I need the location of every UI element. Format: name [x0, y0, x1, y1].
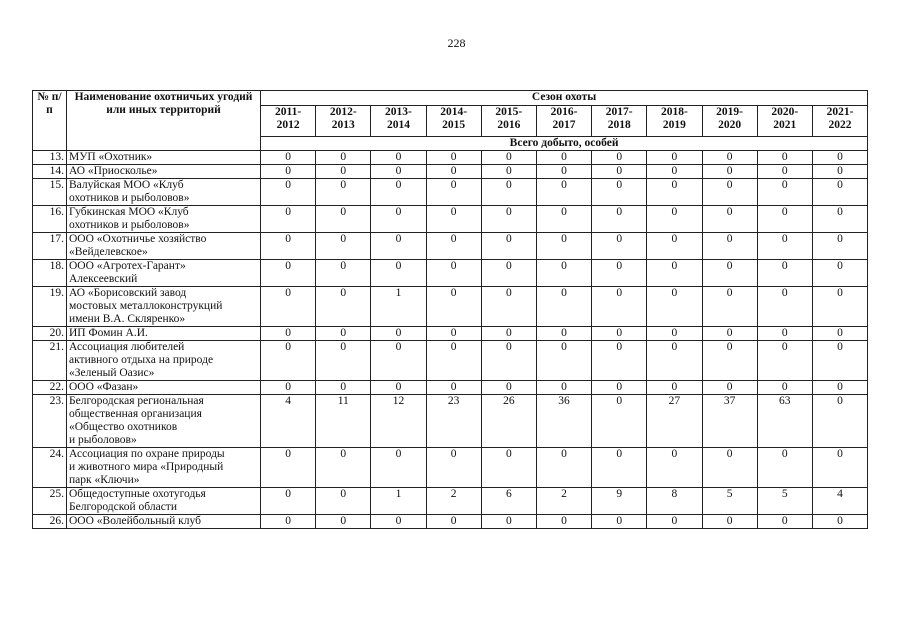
row-number: 26. [33, 515, 67, 529]
harvest-count-cell: 0 [426, 206, 481, 233]
organization-name [67, 287, 261, 327]
harvest-count-cell: 0 [316, 151, 371, 165]
harvest-count-cell: 0 [592, 179, 647, 206]
harvest-count-cell: 0 [261, 179, 316, 206]
harvest-count-cell: 0 [481, 165, 536, 179]
harvest-count-cell: 0 [371, 165, 426, 179]
organization-name-line: и рыболовов» [69, 434, 137, 446]
season-year-part: 2012- [329, 106, 357, 118]
harvest-count-cell: 0 [261, 165, 316, 179]
harvest-count-cell: 0 [261, 341, 316, 381]
organization-name-line: общественная организация [69, 408, 202, 420]
season-year-part: 2022 [828, 119, 852, 131]
organization-name [67, 515, 261, 529]
organization-name [67, 341, 261, 381]
row-number: 17. [33, 233, 67, 260]
harvest-count-cell: 0 [592, 341, 647, 381]
harvest-count-cell: 0 [647, 515, 702, 529]
harvest-count-cell: 0 [592, 395, 647, 448]
harvest-count-cell: 0 [592, 206, 647, 233]
harvest-count-cell: 0 [481, 151, 536, 165]
table-row [33, 381, 868, 395]
harvest-count-cell: 0 [812, 341, 867, 381]
row-number: 14. [33, 165, 67, 179]
harvest-count-cell: 0 [261, 515, 316, 529]
harvest-count-cell: 0 [757, 327, 812, 341]
harvest-count-cell: 0 [536, 206, 591, 233]
harvest-count-cell: 0 [481, 341, 536, 381]
harvest-count-cell: 0 [261, 206, 316, 233]
harvest-count-cell: 0 [261, 448, 316, 488]
harvest-count-cell: 0 [812, 395, 867, 448]
harvest-count-cell: 0 [371, 260, 426, 287]
organization-name [67, 165, 261, 179]
harvest-count-cell: 1 [371, 287, 426, 327]
organization-name [67, 260, 261, 287]
row-number: 13. [33, 151, 67, 165]
harvest-count-cell: 0 [592, 260, 647, 287]
row-number: 25. [33, 488, 67, 515]
row-number: 15. [33, 179, 67, 206]
season-header: Сезон охоты [261, 91, 868, 106]
table-row [33, 515, 868, 529]
harvest-count-cell: 0 [261, 488, 316, 515]
harvest-count-cell: 0 [812, 260, 867, 287]
organization-name-line: МУП «Охотник» [69, 151, 153, 163]
season-column-header [481, 106, 536, 137]
harvest-count-cell: 0 [426, 165, 481, 179]
harvest-count-cell: 0 [426, 327, 481, 341]
season-year-part: 2014 [386, 119, 410, 131]
harvest-count-cell: 0 [812, 206, 867, 233]
harvest-count-cell: 0 [426, 287, 481, 327]
harvest-count-cell: 0 [812, 448, 867, 488]
organization-name-line: парк «Ключи» [69, 474, 140, 486]
season-column-header [592, 106, 647, 137]
harvest-count-cell: 0 [536, 381, 591, 395]
organization-name-line: Белгородской области [69, 501, 177, 513]
harvest-count-cell: 0 [812, 287, 867, 327]
harvest-count-cell: 0 [702, 341, 757, 381]
harvest-count-cell: 0 [757, 381, 812, 395]
organization-name-line: Валуйская МОО «Клуб [69, 179, 184, 191]
organization-name-line: АО «Приосколье» [69, 165, 158, 177]
harvest-count-cell: 0 [536, 448, 591, 488]
harvest-count-cell: 0 [261, 287, 316, 327]
organization-name-line: мостовых металлоконструкций [69, 300, 223, 312]
organization-name-line: ООО «Фазан» [69, 381, 139, 393]
season-year-part: 2018- [660, 106, 688, 118]
season-column-header [371, 106, 426, 137]
organization-name-line: Алексеевский [69, 273, 138, 285]
harvest-count-cell: 0 [371, 151, 426, 165]
harvest-count-cell: 0 [316, 515, 371, 529]
harvest-count-cell: 0 [812, 165, 867, 179]
season-column-header [702, 106, 757, 137]
season-year-part: 2020- [771, 106, 799, 118]
table-row [33, 260, 868, 287]
harvest-count-cell: 0 [757, 260, 812, 287]
harvest-count-cell: 0 [812, 233, 867, 260]
harvest-count-cell: 0 [481, 381, 536, 395]
season-year-part: 2011- [274, 106, 302, 118]
harvest-count-cell: 0 [426, 515, 481, 529]
row-number: 24. [33, 448, 67, 488]
table-row [33, 327, 868, 341]
harvest-count-cell: 0 [316, 287, 371, 327]
organization-name [67, 179, 261, 206]
harvest-count-cell: 0 [371, 448, 426, 488]
season-year-part: 2015 [442, 119, 466, 131]
harvest-count-cell: 0 [757, 448, 812, 488]
harvest-count-cell: 0 [647, 341, 702, 381]
harvest-count-cell: 0 [592, 327, 647, 341]
season-year-part: 2014- [440, 106, 468, 118]
organization-name-line: охотников и рыболовов» [69, 192, 190, 204]
harvest-count-cell: 0 [426, 448, 481, 488]
harvest-count-cell: 2 [536, 488, 591, 515]
harvest-count-cell: 0 [316, 233, 371, 260]
harvest-count-cell: 0 [757, 233, 812, 260]
harvest-count-cell: 6 [481, 488, 536, 515]
row-number: 19. [33, 287, 67, 327]
row-number: 23. [33, 395, 67, 448]
harvest-count-cell: 0 [757, 165, 812, 179]
harvest-count-cell: 0 [647, 287, 702, 327]
table-row [33, 179, 868, 206]
harvest-count-cell: 11 [316, 395, 371, 448]
harvest-count-cell: 0 [371, 341, 426, 381]
harvest-count-cell: 0 [592, 233, 647, 260]
harvest-count-cell: 0 [481, 233, 536, 260]
harvest-count-cell: 0 [261, 260, 316, 287]
row-number: 18. [33, 260, 67, 287]
harvest-count-cell: 0 [261, 381, 316, 395]
harvest-count-cell: 27 [647, 395, 702, 448]
organization-name [67, 327, 261, 341]
harvest-count-cell: 9 [592, 488, 647, 515]
harvest-count-cell: 0 [702, 448, 757, 488]
harvest-count-cell: 0 [592, 151, 647, 165]
season-year-part: 2017- [605, 106, 633, 118]
season-year-part: 2021 [773, 119, 797, 131]
table-row [33, 448, 868, 488]
harvest-count-cell: 0 [316, 165, 371, 179]
organization-name [67, 151, 261, 165]
organization-name-line: ООО «Агротех-Гарант» [69, 260, 186, 272]
season-column-header [812, 106, 867, 137]
organization-name [67, 381, 261, 395]
harvest-count-cell: 0 [536, 233, 591, 260]
season-year-part: 2015- [495, 106, 523, 118]
harvest-count-cell: 0 [316, 327, 371, 341]
season-year-part: 2013 [331, 119, 355, 131]
harvest-count-cell: 0 [316, 341, 371, 381]
organization-name [67, 448, 261, 488]
harvest-count-cell: 5 [702, 488, 757, 515]
harvest-count-cell: 0 [647, 381, 702, 395]
harvest-count-cell: 0 [426, 381, 481, 395]
harvest-count-cell: 0 [316, 179, 371, 206]
harvest-count-cell: 0 [647, 448, 702, 488]
total-caught-subtitle: Всего добыто, особей [261, 137, 868, 151]
harvest-count-cell: 0 [757, 151, 812, 165]
harvest-count-cell: 0 [812, 179, 867, 206]
harvest-count-cell: 63 [757, 395, 812, 448]
harvest-count-cell: 0 [702, 179, 757, 206]
harvest-count-cell: 0 [316, 381, 371, 395]
harvest-count-cell: 2 [426, 488, 481, 515]
harvest-count-cell: 0 [757, 206, 812, 233]
harvest-count-cell: 36 [536, 395, 591, 448]
harvest-count-cell: 0 [536, 341, 591, 381]
table-row [33, 488, 868, 515]
season-year-part: 2021- [826, 106, 854, 118]
harvest-count-cell: 0 [536, 327, 591, 341]
table-row [33, 206, 868, 233]
row-number: 16. [33, 206, 67, 233]
organization-name-line: Белгородская региональная [69, 395, 204, 407]
harvest-count-cell: 0 [702, 233, 757, 260]
organization-name-line: Ассоциация любителей [69, 341, 185, 353]
table-row [33, 287, 868, 327]
harvest-count-cell: 0 [536, 260, 591, 287]
harvest-count-cell: 0 [757, 515, 812, 529]
organization-name-line: ИП Фомин А.И. [69, 327, 148, 339]
organization-name-line: и животного мира «Природный [69, 461, 224, 473]
row-number: 22. [33, 381, 67, 395]
organization-name-line: охотников и рыболовов» [69, 219, 190, 231]
harvest-count-cell: 0 [702, 165, 757, 179]
organization-name [67, 395, 261, 448]
table-row [33, 233, 868, 260]
harvest-count-cell: 5 [757, 488, 812, 515]
harvest-count-cell: 8 [647, 488, 702, 515]
harvest-count-cell: 0 [647, 165, 702, 179]
page-number: 228 [447, 36, 466, 50]
name-column-header: Наименование охотничьих угодий или иных территорий [67, 91, 261, 151]
season-year-part: 2016- [550, 106, 578, 118]
harvest-count-cell: 0 [647, 260, 702, 287]
harvest-count-cell: 0 [481, 260, 536, 287]
harvest-count-cell: 0 [426, 341, 481, 381]
harvest-count-cell: 0 [592, 448, 647, 488]
harvest-count-cell: 0 [702, 151, 757, 165]
organization-name-line: «Вейделевское» [69, 246, 148, 258]
season-column-header [316, 106, 371, 137]
harvest-count-cell: 26 [481, 395, 536, 448]
harvest-count-cell: 0 [536, 515, 591, 529]
harvest-count-cell: 0 [812, 151, 867, 165]
organization-name-line: ООО «Охотничье хозяйство [69, 233, 207, 245]
organization-name-line: ООО «Волейбольный клуб [69, 515, 201, 527]
harvest-count-cell: 0 [371, 233, 426, 260]
harvest-count-cell: 0 [481, 327, 536, 341]
hunting-statistics-table [32, 90, 868, 529]
harvest-count-cell: 1 [371, 488, 426, 515]
harvest-count-cell: 0 [702, 327, 757, 341]
harvest-count-cell: 0 [536, 287, 591, 327]
harvest-count-cell: 0 [536, 165, 591, 179]
season-column-header [426, 106, 481, 137]
harvest-count-cell: 0 [371, 179, 426, 206]
harvest-count-cell: 0 [757, 179, 812, 206]
harvest-count-cell: 12 [371, 395, 426, 448]
organization-name-line: активного отдыха на природе [69, 354, 214, 366]
harvest-count-cell: 0 [592, 287, 647, 327]
organization-name-line: «Зеленый Оазис» [69, 367, 155, 379]
harvest-count-cell: 0 [481, 206, 536, 233]
harvest-count-cell: 0 [316, 448, 371, 488]
season-year-part: 2013- [385, 106, 412, 118]
harvest-count-cell: 0 [757, 287, 812, 327]
organization-name-line: Губкинская МОО «Клуб [69, 206, 189, 218]
season-year-part: 2019- [716, 106, 744, 118]
season-year-part: 2020 [718, 119, 742, 131]
header-row [33, 91, 868, 106]
organization-name [67, 206, 261, 233]
harvest-count-cell: 0 [316, 260, 371, 287]
table-row [33, 395, 868, 448]
harvest-count-cell: 0 [261, 233, 316, 260]
harvest-count-cell: 0 [592, 165, 647, 179]
harvest-count-cell: 23 [426, 395, 481, 448]
harvest-count-cell: 4 [812, 488, 867, 515]
harvest-count-cell: 0 [702, 515, 757, 529]
table-row [33, 341, 868, 381]
harvest-count-cell: 0 [371, 327, 426, 341]
season-column-header [757, 106, 812, 137]
harvest-count-cell: 0 [261, 327, 316, 341]
harvest-count-cell: 0 [647, 151, 702, 165]
harvest-count-cell: 0 [426, 151, 481, 165]
harvest-count-cell: 0 [647, 233, 702, 260]
season-year-part: 2016 [497, 119, 521, 131]
harvest-count-cell: 0 [481, 179, 536, 206]
number-column-header: № п/п [33, 91, 67, 151]
harvest-count-cell: 0 [536, 151, 591, 165]
harvest-count-cell: 0 [592, 381, 647, 395]
harvest-count-cell: 0 [426, 233, 481, 260]
organization-name [67, 233, 261, 260]
season-year-part: 2017 [552, 119, 576, 131]
organization-name [67, 488, 261, 515]
harvest-count-cell: 0 [371, 381, 426, 395]
harvest-count-cell: 4 [261, 395, 316, 448]
season-year-part: 2019 [662, 119, 686, 131]
harvest-count-cell: 0 [426, 260, 481, 287]
harvest-count-cell: 0 [702, 381, 757, 395]
row-number: 20. [33, 327, 67, 341]
harvest-count-cell: 0 [481, 515, 536, 529]
harvest-count-cell: 0 [261, 151, 316, 165]
season-year-part: 2018 [607, 119, 631, 131]
harvest-count-cell: 0 [812, 381, 867, 395]
harvest-count-cell: 0 [316, 206, 371, 233]
organization-name-line: «Общество охотников [69, 421, 178, 433]
season-column-header [647, 106, 702, 137]
season-column-header [261, 106, 316, 137]
harvest-count-cell: 0 [371, 515, 426, 529]
organization-name-line: АО «Борисовский завод [69, 287, 187, 299]
row-number: 21. [33, 341, 67, 381]
harvest-count-cell: 0 [481, 448, 536, 488]
harvest-count-cell: 0 [592, 515, 647, 529]
harvest-count-cell: 0 [647, 206, 702, 233]
season-column-header [536, 106, 591, 137]
harvest-count-cell: 0 [316, 488, 371, 515]
harvest-count-cell: 37 [702, 395, 757, 448]
table-row [33, 151, 868, 165]
harvest-count-cell: 0 [647, 327, 702, 341]
table-row [33, 165, 868, 179]
harvest-count-cell: 0 [702, 287, 757, 327]
harvest-count-cell: 0 [371, 206, 426, 233]
season-year-part: 2012 [276, 119, 300, 131]
harvest-count-cell: 0 [702, 206, 757, 233]
organization-name-line: имени В.А. Скляренко» [69, 313, 186, 325]
organization-name-line: Ассоциация по охране природы [69, 448, 225, 460]
harvest-count-cell: 0 [702, 260, 757, 287]
harvest-count-cell: 0 [812, 515, 867, 529]
organization-name-line: Общедоступные охотугодья [69, 488, 206, 500]
harvest-count-cell: 0 [481, 287, 536, 327]
harvest-count-cell: 0 [647, 179, 702, 206]
harvest-count-cell: 0 [536, 179, 591, 206]
harvest-count-cell: 0 [757, 341, 812, 381]
harvest-count-cell: 0 [812, 327, 867, 341]
harvest-count-cell: 0 [426, 179, 481, 206]
